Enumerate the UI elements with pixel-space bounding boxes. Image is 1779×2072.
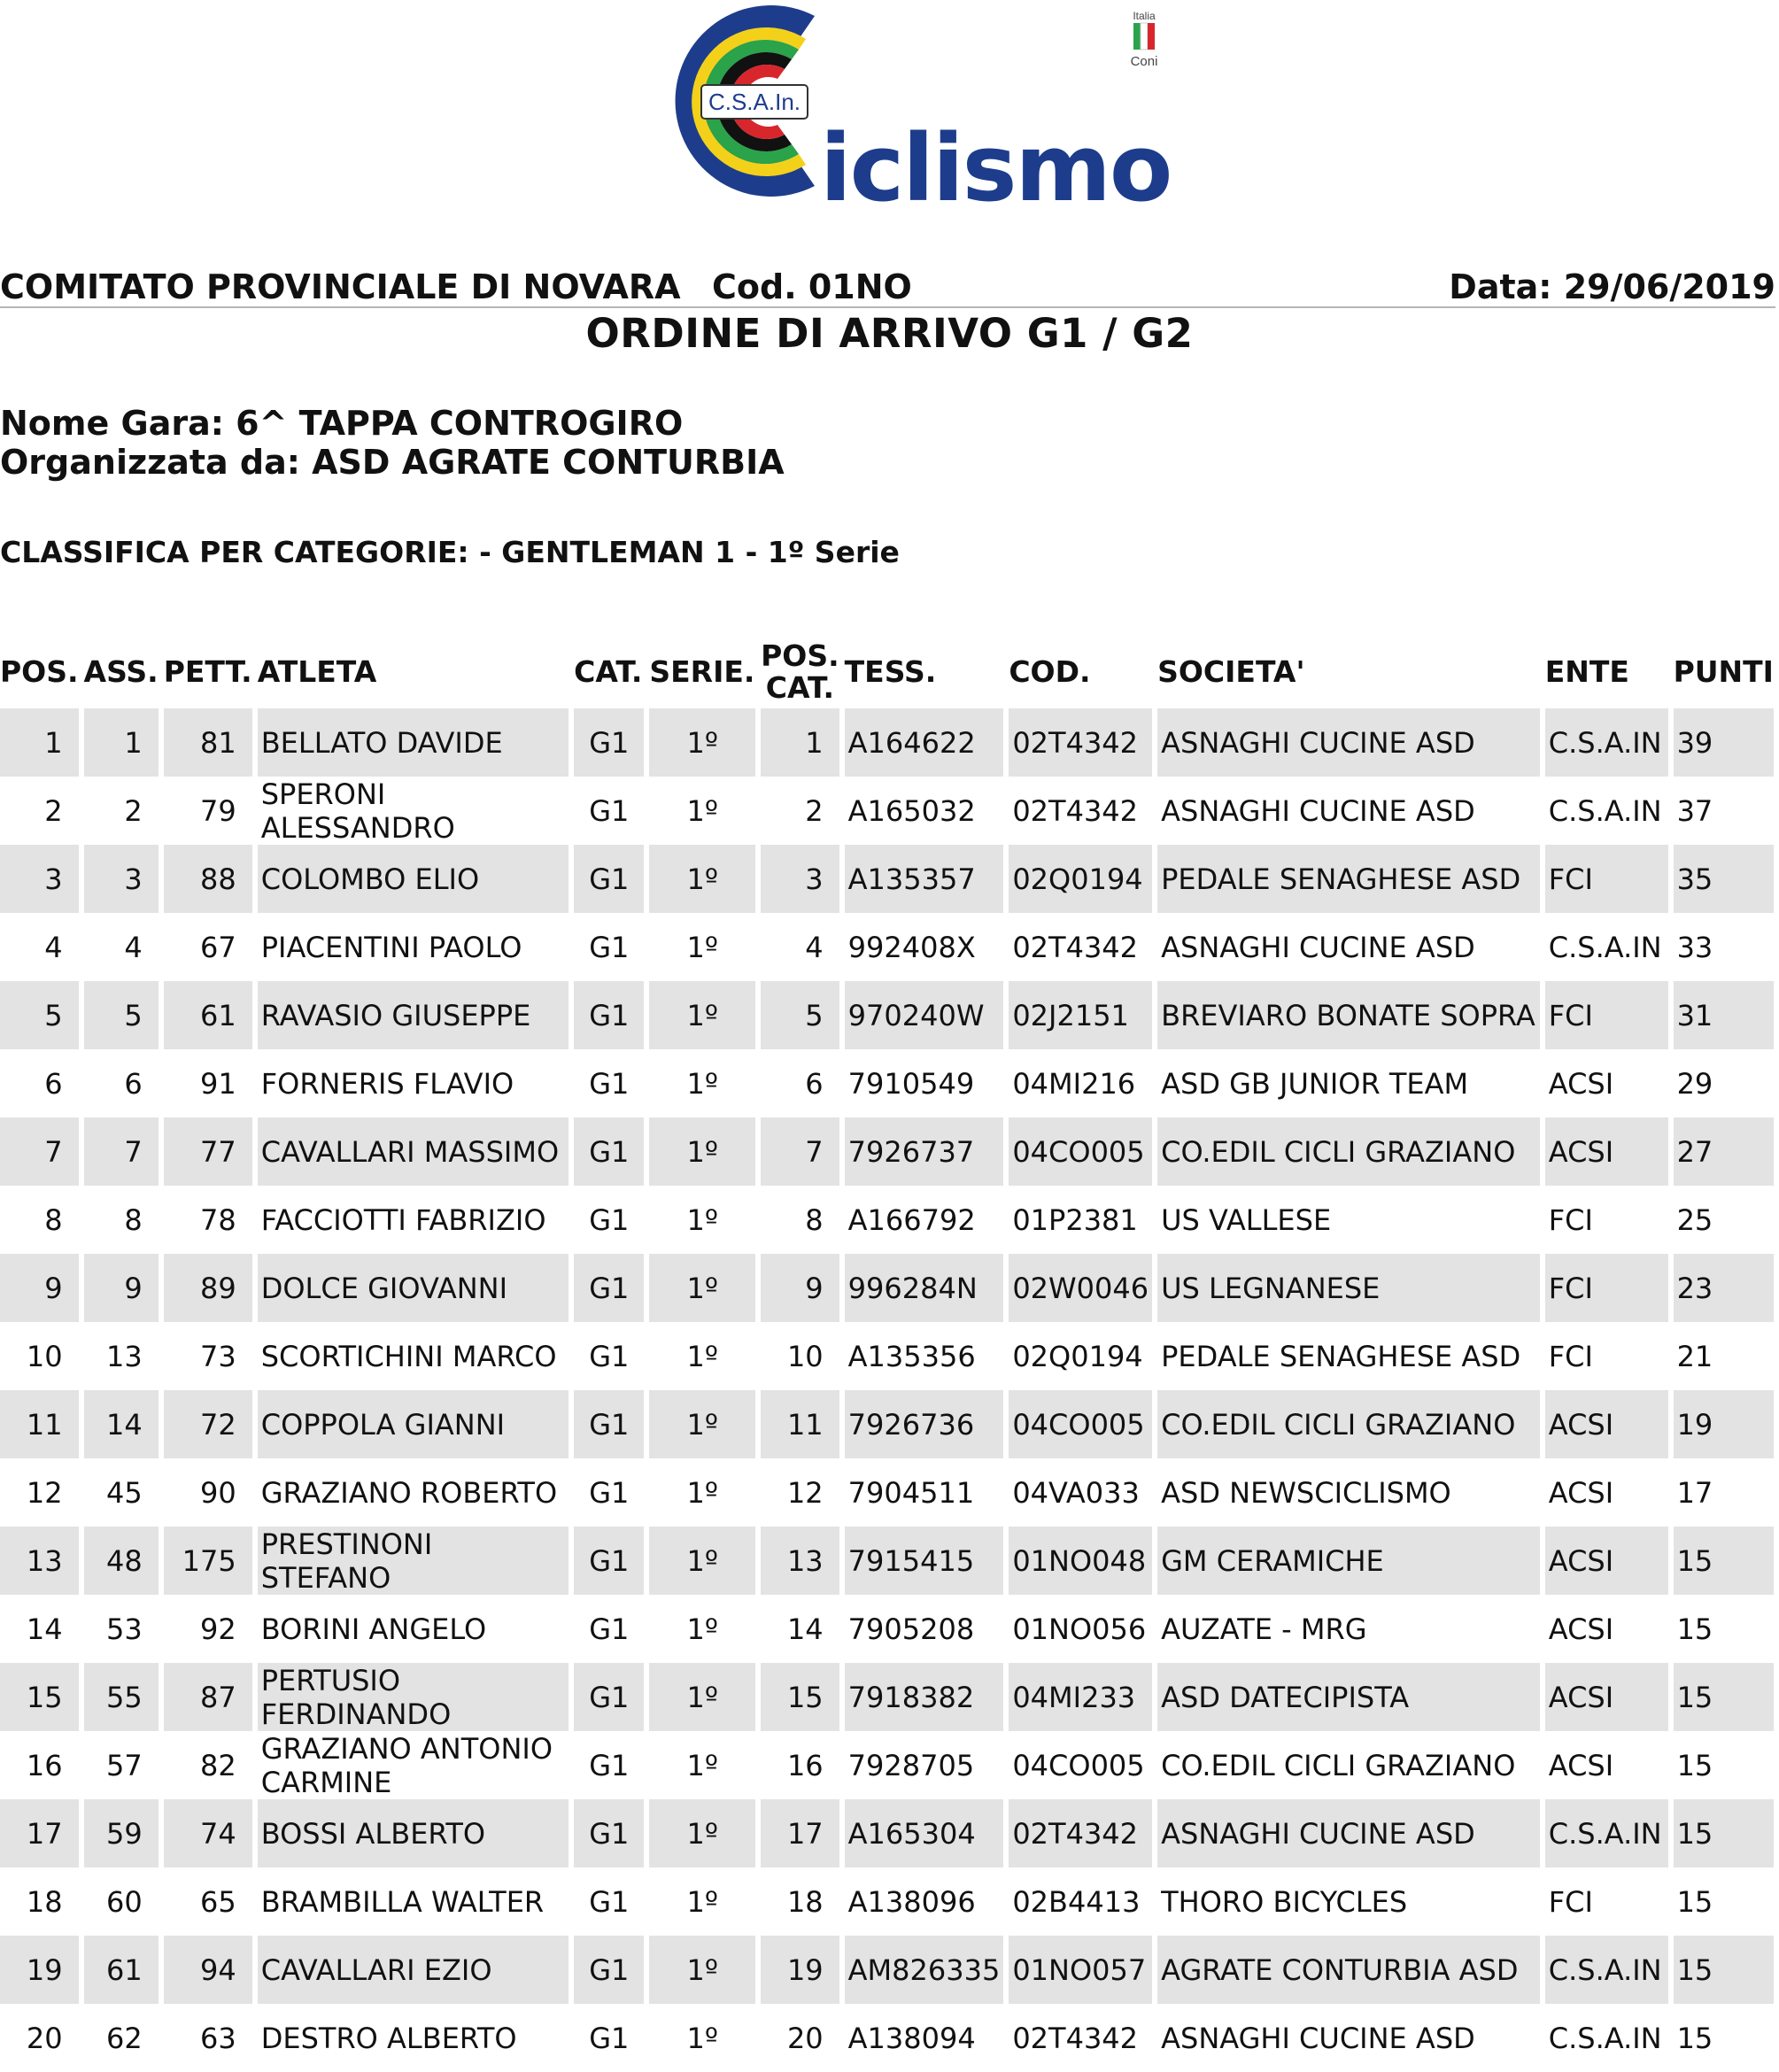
cell-pett: 73 bbox=[164, 1322, 252, 1390]
cell-serie: 1º bbox=[649, 1799, 755, 1867]
cell-pos: 20 bbox=[0, 2004, 79, 2072]
cell-cat: G1 bbox=[574, 981, 644, 1049]
cell-atleta: GRAZIANO ROBERTO bbox=[258, 1458, 569, 1527]
cell-societa: AGRATE CONTURBIA ASD bbox=[1157, 1936, 1540, 2004]
cell-pett: 94 bbox=[164, 1936, 252, 2004]
cell-tess: 996284N bbox=[845, 1254, 1004, 1322]
organizer: Organizzata da: ASD AGRATE CONTURBIA bbox=[0, 443, 785, 482]
cell-ente: ACSI bbox=[1545, 1117, 1668, 1186]
cell-tess: 7904511 bbox=[845, 1458, 1004, 1527]
col-cod: COD. bbox=[1009, 654, 1091, 689]
cell-ass: 7 bbox=[84, 1117, 159, 1186]
cell-pos: 3 bbox=[0, 845, 79, 913]
cell-poscat: 14 bbox=[761, 1595, 839, 1663]
cell-cat: G1 bbox=[574, 1186, 644, 1254]
cell-serie: 1º bbox=[649, 1049, 755, 1117]
cell-tess: A166792 bbox=[845, 1186, 1004, 1254]
cell-societa: BREVIARO BONATE SOPRA bbox=[1157, 981, 1540, 1049]
cell-serie: 1º bbox=[649, 1458, 755, 1527]
cell-serie: 1º bbox=[649, 1322, 755, 1390]
cell-atleta: BOSSI ALBERTO bbox=[258, 1799, 569, 1867]
cell-ass: 9 bbox=[84, 1254, 159, 1322]
cell-atleta: PIACENTINI PAOLO bbox=[258, 913, 569, 981]
cell-pett: 78 bbox=[164, 1186, 252, 1254]
cell-ass: 5 bbox=[84, 981, 159, 1049]
cell-serie: 1º bbox=[649, 708, 755, 777]
cell-societa: ASD DATECIPISTA bbox=[1157, 1663, 1540, 1731]
cell-punti: 23 bbox=[1674, 1254, 1774, 1322]
cell-cod: 02T4342 bbox=[1009, 777, 1152, 845]
cell-serie: 1º bbox=[649, 1936, 755, 2004]
cell-cod: 02Q0194 bbox=[1009, 1322, 1152, 1390]
cell-ente: C.S.A.IN bbox=[1545, 1936, 1668, 2004]
cell-ente: ACSI bbox=[1545, 1595, 1668, 1663]
cell-tess: A164622 bbox=[845, 708, 1004, 777]
cell-punti: 27 bbox=[1674, 1117, 1774, 1186]
cell-punti: 15 bbox=[1674, 1867, 1774, 1936]
cell-ass: 60 bbox=[84, 1867, 159, 1936]
cell-atleta: DOLCE GIOVANNI bbox=[258, 1254, 569, 1322]
document-title: ORDINE DI ARRIVO G1 / G2 bbox=[585, 310, 1194, 357]
cell-pett: 90 bbox=[164, 1458, 252, 1527]
cell-punti: 39 bbox=[1674, 708, 1774, 777]
cell-pos: 12 bbox=[0, 1458, 79, 1527]
cell-cod: 02T4342 bbox=[1009, 913, 1152, 981]
cell-pos: 14 bbox=[0, 1595, 79, 1663]
cell-pett: 92 bbox=[164, 1595, 252, 1663]
cell-tess: 7910549 bbox=[845, 1049, 1004, 1117]
cell-societa: ASNAGHI CUCINE ASD bbox=[1157, 1799, 1540, 1867]
cell-ente: FCI bbox=[1545, 845, 1668, 913]
col-cat: CAT. bbox=[574, 654, 643, 689]
cell-poscat: 20 bbox=[761, 2004, 839, 2072]
cell-ente: ACSI bbox=[1545, 1527, 1668, 1595]
cell-pett: 87 bbox=[164, 1663, 252, 1731]
cell-pett: 65 bbox=[164, 1867, 252, 1936]
cell-pos: 18 bbox=[0, 1867, 79, 1936]
cell-ente: ACSI bbox=[1545, 1731, 1668, 1799]
cell-pett: 82 bbox=[164, 1731, 252, 1799]
cell-cod: 02T4342 bbox=[1009, 708, 1152, 777]
cell-atleta: GRAZIANO ANTONIO CARMINE bbox=[258, 1731, 569, 1799]
cell-atleta: BORINI ANGELO bbox=[258, 1595, 569, 1663]
cell-pett: 74 bbox=[164, 1799, 252, 1867]
cell-ente: C.S.A.IN bbox=[1545, 777, 1668, 845]
cell-pett: 77 bbox=[164, 1117, 252, 1186]
cell-punti: 37 bbox=[1674, 777, 1774, 845]
cell-poscat: 19 bbox=[761, 1936, 839, 2004]
cell-ass: 48 bbox=[84, 1527, 159, 1595]
cell-cod: 04CO005 bbox=[1009, 1390, 1152, 1458]
table-row bbox=[0, 2004, 1774, 2072]
cell-serie: 1º bbox=[649, 845, 755, 913]
csain-ciclismo-logo bbox=[609, 0, 1172, 205]
cell-pos: 10 bbox=[0, 1322, 79, 1390]
cell-serie: 1º bbox=[649, 1867, 755, 1936]
cell-serie: 1º bbox=[649, 1663, 755, 1731]
logo-mark: Coni bbox=[1130, 54, 1158, 69]
cell-poscat: 17 bbox=[761, 1799, 839, 1867]
cell-pos: 13 bbox=[0, 1527, 79, 1595]
cell-ente: FCI bbox=[1545, 1254, 1668, 1322]
cell-punti: 19 bbox=[1674, 1390, 1774, 1458]
cell-cat: G1 bbox=[574, 1254, 644, 1322]
logo-mark-top: Italia bbox=[1133, 10, 1156, 22]
cell-cod: 01P2381 bbox=[1009, 1186, 1152, 1254]
cell-ente: ACSI bbox=[1545, 1049, 1668, 1117]
cell-ass: 2 bbox=[84, 777, 159, 845]
cell-ente: C.S.A.IN bbox=[1545, 708, 1668, 777]
cell-tess: AM826335 bbox=[845, 1936, 1004, 2004]
cell-tess: 7918382 bbox=[845, 1663, 1004, 1731]
table-row bbox=[0, 1117, 1774, 1186]
cell-punti: 15 bbox=[1674, 1527, 1774, 1595]
cell-ass: 3 bbox=[84, 845, 159, 913]
cell-ass: 14 bbox=[84, 1390, 159, 1458]
cell-pos: 9 bbox=[0, 1254, 79, 1322]
cell-atleta: SPERONI ALESSANDRO bbox=[258, 777, 569, 845]
classification-title: CLASSIFICA PER CATEGORIE: - GENTLEMAN 1 - 1º Serie bbox=[0, 535, 900, 569]
cell-societa: ASNAGHI CUCINE ASD bbox=[1157, 708, 1540, 777]
cell-punti: 15 bbox=[1674, 2004, 1774, 2072]
cell-ass: 57 bbox=[84, 1731, 159, 1799]
cell-cat: G1 bbox=[574, 1595, 644, 1663]
cell-cat: G1 bbox=[574, 1799, 644, 1867]
cell-ass: 6 bbox=[84, 1049, 159, 1117]
cell-ente: ACSI bbox=[1545, 1663, 1668, 1731]
cell-tess: 7926737 bbox=[845, 1117, 1004, 1186]
cell-cat: G1 bbox=[574, 1458, 644, 1527]
cell-cat: G1 bbox=[574, 1390, 644, 1458]
cell-ente: FCI bbox=[1545, 1322, 1668, 1390]
cell-cat: G1 bbox=[574, 913, 644, 981]
cell-atleta: DESTRO ALBERTO bbox=[258, 2004, 569, 2072]
table-row bbox=[0, 1527, 1774, 1595]
col-poscat: POS. CAT. bbox=[761, 638, 839, 705]
cell-serie: 1º bbox=[649, 1390, 755, 1458]
cell-tess: 970240W bbox=[845, 981, 1004, 1049]
cell-poscat: 6 bbox=[761, 1049, 839, 1117]
cell-cod: 04MI233 bbox=[1009, 1663, 1152, 1731]
cell-poscat: 13 bbox=[761, 1527, 839, 1595]
cell-cat: G1 bbox=[574, 2004, 644, 2072]
cell-cod: 02B4413 bbox=[1009, 1867, 1152, 1936]
cell-poscat: 12 bbox=[761, 1458, 839, 1527]
col-societa: SOCIETA' bbox=[1157, 654, 1305, 689]
logo-badge: C.S.A.In. bbox=[708, 89, 801, 115]
table-row bbox=[0, 777, 1774, 845]
logo-word: iclismo bbox=[820, 114, 1172, 205]
cell-punti: 15 bbox=[1674, 1936, 1774, 2004]
cell-societa: ASD NEWSCICLISMO bbox=[1157, 1458, 1540, 1527]
cell-poscat: 2 bbox=[761, 777, 839, 845]
table-row bbox=[0, 1731, 1774, 1799]
table-header-row bbox=[0, 636, 1774, 708]
cell-ass: 13 bbox=[84, 1322, 159, 1390]
cell-ente: FCI bbox=[1545, 1186, 1668, 1254]
cell-pos: 8 bbox=[0, 1186, 79, 1254]
cell-atleta: CAVALLARI EZIO bbox=[258, 1936, 569, 2004]
cell-poscat: 10 bbox=[761, 1322, 839, 1390]
cell-cod: 01NO057 bbox=[1009, 1936, 1152, 2004]
col-ass: ASS. bbox=[83, 654, 159, 689]
cell-atleta: PRESTINONI STEFANO bbox=[258, 1527, 569, 1595]
cell-tess: 7926736 bbox=[845, 1390, 1004, 1458]
header-divider bbox=[0, 306, 1775, 308]
cell-ass: 53 bbox=[84, 1595, 159, 1663]
cell-pett: 67 bbox=[164, 913, 252, 981]
table-row bbox=[0, 981, 1774, 1049]
cell-ass: 55 bbox=[84, 1663, 159, 1731]
table-row bbox=[0, 1595, 1774, 1663]
ciclismo-logo-graphic bbox=[609, 0, 1172, 205]
race-date: Data: 29/06/2019 bbox=[1449, 267, 1775, 306]
cell-cat: G1 bbox=[574, 1527, 644, 1595]
cell-tess: A165304 bbox=[845, 1799, 1004, 1867]
cell-pos: 1 bbox=[0, 708, 79, 777]
cell-cod: 02J2151 bbox=[1009, 981, 1152, 1049]
cell-ente: FCI bbox=[1545, 981, 1668, 1049]
cell-ente: C.S.A.IN bbox=[1545, 1799, 1668, 1867]
cell-atleta: FACCIOTTI FABRIZIO bbox=[258, 1186, 569, 1254]
cell-pett: 63 bbox=[164, 2004, 252, 2072]
cell-poscat: 3 bbox=[761, 845, 839, 913]
cell-tess: A135356 bbox=[845, 1322, 1004, 1390]
cell-punti: 15 bbox=[1674, 1799, 1774, 1867]
committee-name: COMITATO PROVINCIALE DI NOVARA bbox=[0, 267, 681, 306]
cell-pett: 61 bbox=[164, 981, 252, 1049]
table-row bbox=[0, 1390, 1774, 1458]
cell-poscat: 15 bbox=[761, 1663, 839, 1731]
cell-punti: 21 bbox=[1674, 1322, 1774, 1390]
cell-pos: 16 bbox=[0, 1731, 79, 1799]
cell-serie: 1º bbox=[649, 913, 755, 981]
cell-punti: 15 bbox=[1674, 1595, 1774, 1663]
cell-pett: 72 bbox=[164, 1390, 252, 1458]
cell-atleta: FORNERIS FLAVIO bbox=[258, 1049, 569, 1117]
cell-atleta: SCORTICHINI MARCO bbox=[258, 1322, 569, 1390]
cell-cod: 02Q0194 bbox=[1009, 845, 1152, 913]
cell-serie: 1º bbox=[649, 777, 755, 845]
committee-code: Cod. 01NO bbox=[712, 267, 912, 306]
col-pos: POS. bbox=[0, 654, 79, 689]
race-name: Nome Gara: 6^ TAPPA CONTROGIRO bbox=[0, 404, 684, 443]
cell-ass: 4 bbox=[84, 913, 159, 981]
col-ente: ENTE bbox=[1544, 654, 1629, 689]
cell-poscat: 11 bbox=[761, 1390, 839, 1458]
table-row bbox=[0, 913, 1774, 981]
col-pett: PETT. bbox=[163, 654, 252, 689]
cell-cod: 02T4342 bbox=[1009, 1799, 1152, 1867]
cell-ente: FCI bbox=[1545, 1867, 1668, 1936]
cell-pos: 11 bbox=[0, 1390, 79, 1458]
cell-atleta: PERTUSIO FERDINANDO bbox=[258, 1663, 569, 1731]
cell-poscat: 4 bbox=[761, 913, 839, 981]
cell-cod: 04CO005 bbox=[1009, 1117, 1152, 1186]
cell-poscat: 5 bbox=[761, 981, 839, 1049]
cell-ass: 62 bbox=[84, 2004, 159, 2072]
cell-tess: 7905208 bbox=[845, 1595, 1004, 1663]
cell-pos: 17 bbox=[0, 1799, 79, 1867]
table-row bbox=[0, 1867, 1774, 1936]
cell-pett: 89 bbox=[164, 1254, 252, 1322]
cell-societa: ASNAGHI CUCINE ASD bbox=[1157, 913, 1540, 981]
cell-societa: CO.EDIL CICLI GRAZIANO bbox=[1157, 1117, 1540, 1186]
cell-serie: 1º bbox=[649, 2004, 755, 2072]
cell-cat: G1 bbox=[574, 1049, 644, 1117]
table-row bbox=[0, 1799, 1774, 1867]
cell-societa: ASNAGHI CUCINE ASD bbox=[1157, 777, 1540, 845]
cell-cat: G1 bbox=[574, 1936, 644, 2004]
cell-poscat: 8 bbox=[761, 1186, 839, 1254]
cell-ente: ACSI bbox=[1545, 1458, 1668, 1527]
cell-cat: G1 bbox=[574, 1322, 644, 1390]
cell-pett: 175 bbox=[164, 1527, 252, 1595]
cell-serie: 1º bbox=[649, 1595, 755, 1663]
cell-tess: A135357 bbox=[845, 845, 1004, 913]
cell-societa: US LEGNANESE bbox=[1157, 1254, 1540, 1322]
table-row bbox=[0, 1186, 1774, 1254]
cell-poscat: 7 bbox=[761, 1117, 839, 1186]
cell-tess: A138096 bbox=[845, 1867, 1004, 1936]
cell-cat: G1 bbox=[574, 1663, 644, 1731]
cell-ass: 1 bbox=[84, 708, 159, 777]
cell-cod: 01NO048 bbox=[1009, 1527, 1152, 1595]
cell-ass: 8 bbox=[84, 1186, 159, 1254]
cell-pos: 4 bbox=[0, 913, 79, 981]
table-row bbox=[0, 845, 1774, 913]
table-row bbox=[0, 1254, 1774, 1322]
cell-atleta: CAVALLARI MASSIMO bbox=[258, 1117, 569, 1186]
cell-cod: 04MI216 bbox=[1009, 1049, 1152, 1117]
cell-atleta: COPPOLA GIANNI bbox=[258, 1390, 569, 1458]
cell-ente: C.S.A.IN bbox=[1545, 913, 1668, 981]
cell-cat: G1 bbox=[574, 1117, 644, 1186]
cell-tess: 7915415 bbox=[845, 1527, 1004, 1595]
table-row bbox=[0, 1936, 1774, 2004]
cell-serie: 1º bbox=[649, 981, 755, 1049]
cell-societa: CO.EDIL CICLI GRAZIANO bbox=[1157, 1731, 1540, 1799]
cell-serie: 1º bbox=[649, 1527, 755, 1595]
cell-ente: C.S.A.IN bbox=[1545, 2004, 1668, 2072]
cell-serie: 1º bbox=[649, 1186, 755, 1254]
cell-cat: G1 bbox=[574, 1867, 644, 1936]
cell-pos: 15 bbox=[0, 1663, 79, 1731]
cell-punti: 17 bbox=[1674, 1458, 1774, 1527]
table-row bbox=[0, 1049, 1774, 1117]
cell-pett: 91 bbox=[164, 1049, 252, 1117]
cell-societa: US VALLESE bbox=[1157, 1186, 1540, 1254]
cell-ass: 45 bbox=[84, 1458, 159, 1527]
cell-poscat: 18 bbox=[761, 1867, 839, 1936]
cell-societa: CO.EDIL CICLI GRAZIANO bbox=[1157, 1390, 1540, 1458]
cell-societa: PEDALE SENAGHESE ASD bbox=[1157, 845, 1540, 913]
cell-pos: 2 bbox=[0, 777, 79, 845]
cell-atleta: BRAMBILLA WALTER bbox=[258, 1867, 569, 1936]
cell-punti: 15 bbox=[1674, 1663, 1774, 1731]
cell-societa: ASD GB JUNIOR TEAM bbox=[1157, 1049, 1540, 1117]
table-row bbox=[0, 1322, 1774, 1390]
cell-societa: PEDALE SENAGHESE ASD bbox=[1157, 1322, 1540, 1390]
cell-pos: 19 bbox=[0, 1936, 79, 2004]
cell-cat: G1 bbox=[574, 845, 644, 913]
cell-pos: 7 bbox=[0, 1117, 79, 1186]
table-row bbox=[0, 708, 1774, 777]
cell-pett: 88 bbox=[164, 845, 252, 913]
cell-punti: 35 bbox=[1674, 845, 1774, 913]
cell-pos: 6 bbox=[0, 1049, 79, 1117]
cell-serie: 1º bbox=[649, 1254, 755, 1322]
cell-cod: 02T4342 bbox=[1009, 2004, 1152, 2072]
cell-ass: 59 bbox=[84, 1799, 159, 1867]
cell-serie: 1º bbox=[649, 1117, 755, 1186]
col-atleta: ATLETA bbox=[257, 654, 377, 689]
cell-tess: 7928705 bbox=[845, 1731, 1004, 1799]
col-tess: TESS. bbox=[844, 654, 937, 689]
cell-cat: G1 bbox=[574, 777, 644, 845]
cell-cod: 02W0046 bbox=[1009, 1254, 1152, 1322]
cell-ass: 61 bbox=[84, 1936, 159, 2004]
cell-tess: 992408X bbox=[845, 913, 1004, 981]
cell-atleta: BELLATO DAVIDE bbox=[258, 708, 569, 777]
cell-pett: 79 bbox=[164, 777, 252, 845]
table-row bbox=[0, 1458, 1774, 1527]
cell-poscat: 1 bbox=[761, 708, 839, 777]
cell-pos: 5 bbox=[0, 981, 79, 1049]
cell-atleta: COLOMBO ELIO bbox=[258, 845, 569, 913]
cell-punti: 29 bbox=[1674, 1049, 1774, 1117]
cell-ente: ACSI bbox=[1545, 1390, 1668, 1458]
results-table bbox=[0, 636, 1779, 2072]
cell-pett: 81 bbox=[164, 708, 252, 777]
cell-cod: 01NO056 bbox=[1009, 1595, 1152, 1663]
col-serie: SERIE. bbox=[649, 654, 755, 689]
results-body bbox=[0, 708, 1774, 2072]
cell-poscat: 9 bbox=[761, 1254, 839, 1322]
table-row bbox=[0, 1663, 1774, 1731]
cell-poscat: 16 bbox=[761, 1731, 839, 1799]
cell-tess: A165032 bbox=[845, 777, 1004, 845]
cell-serie: 1º bbox=[649, 1731, 755, 1799]
cell-societa: ASNAGHI CUCINE ASD bbox=[1157, 2004, 1540, 2072]
cell-cat: G1 bbox=[574, 1731, 644, 1799]
cell-societa: AUZATE - MRG bbox=[1157, 1595, 1540, 1663]
cell-atleta: RAVASIO GIUSEPPE bbox=[258, 981, 569, 1049]
cell-societa: GM CERAMICHE bbox=[1157, 1527, 1540, 1595]
cell-cat: G1 bbox=[574, 708, 644, 777]
col-punti: PUNTI bbox=[1673, 654, 1774, 689]
cell-punti: 33 bbox=[1674, 913, 1774, 981]
cell-punti: 15 bbox=[1674, 1731, 1774, 1799]
cell-punti: 25 bbox=[1674, 1186, 1774, 1254]
cell-tess: A138094 bbox=[845, 2004, 1004, 2072]
cell-cod: 04CO005 bbox=[1009, 1731, 1152, 1799]
cell-cod: 04VA033 bbox=[1009, 1458, 1152, 1527]
cell-societa: THORO BICYCLES bbox=[1157, 1867, 1540, 1936]
cell-punti: 31 bbox=[1674, 981, 1774, 1049]
